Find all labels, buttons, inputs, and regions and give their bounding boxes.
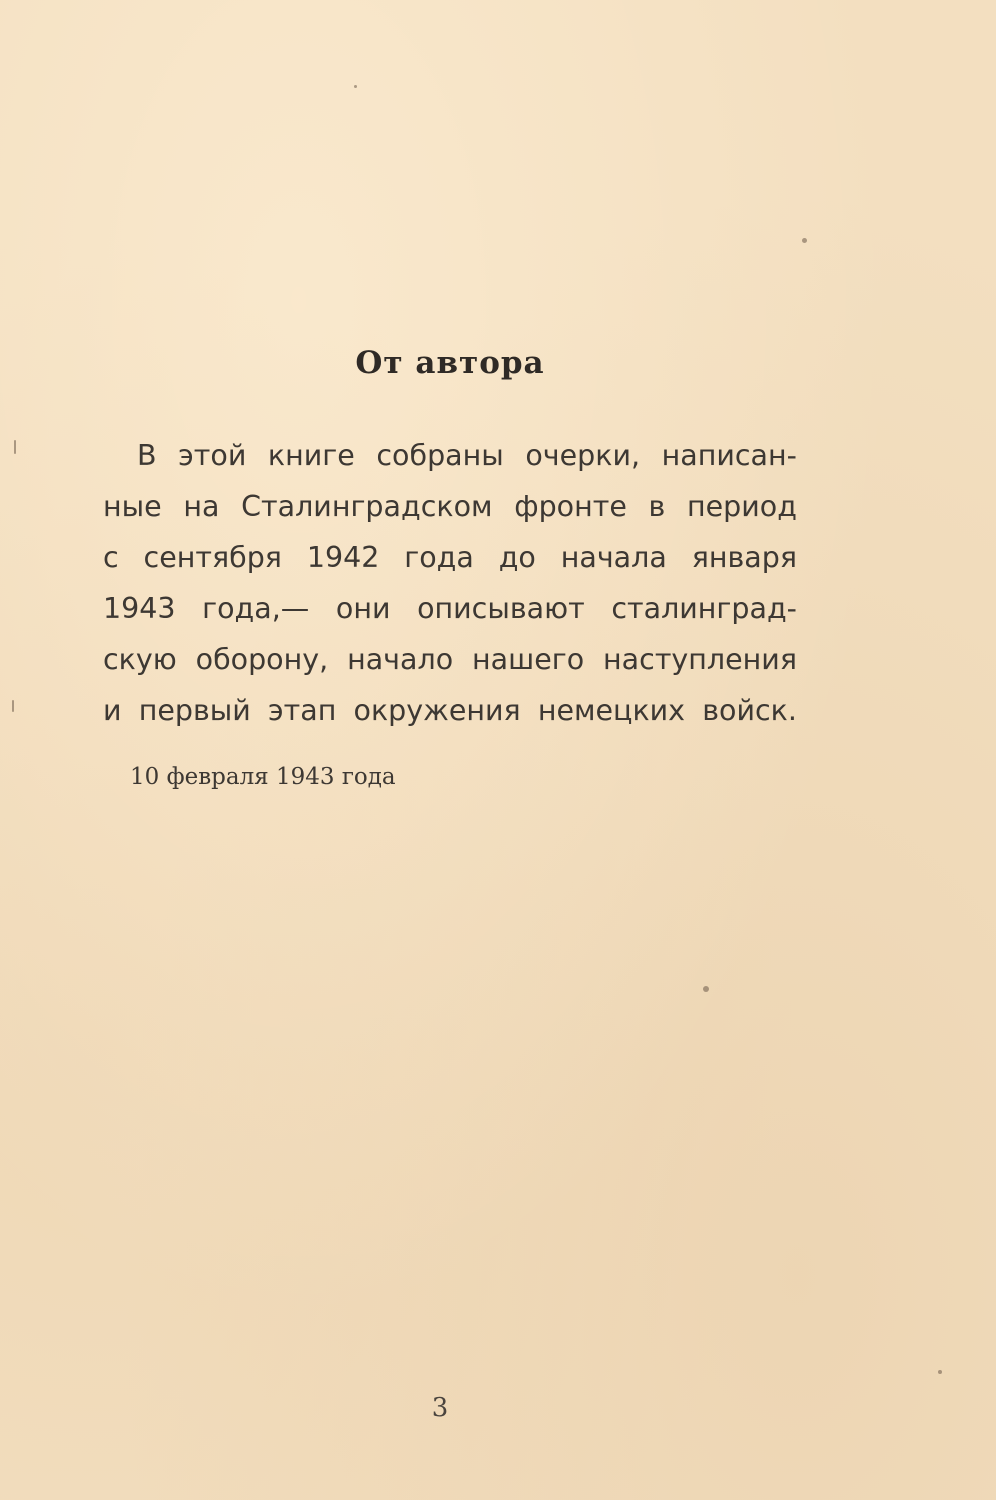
foreword-date: 10 февраля 1943 года xyxy=(130,764,396,790)
paragraph-word: в xyxy=(648,490,666,523)
text-line xyxy=(103,583,797,634)
paragraph-word: 1943 xyxy=(103,592,176,625)
paragraph-word: года,— xyxy=(202,592,310,625)
paragraph-word: окружения xyxy=(353,694,521,727)
paragraph-word: и xyxy=(103,694,122,727)
paper-speck xyxy=(354,85,357,88)
page-title: От автора xyxy=(355,345,545,381)
paragraph-word: книге xyxy=(267,439,355,472)
paragraph-word: войск. xyxy=(702,694,797,727)
paragraph-word: сентября xyxy=(143,541,282,574)
paragraph-word: первый xyxy=(138,694,251,727)
paragraph-word: они xyxy=(335,592,391,625)
paragraph-word: период xyxy=(687,490,797,523)
paragraph-word: Сталинградском xyxy=(241,490,493,523)
text-line xyxy=(103,532,797,583)
paragraph-word: января xyxy=(691,541,797,574)
paragraph-word: В xyxy=(137,439,157,472)
paper-speck xyxy=(12,700,14,712)
paragraph-word: 1942 xyxy=(306,541,380,574)
paper-speck xyxy=(14,440,16,454)
paragraph-word: начало xyxy=(347,643,454,676)
text-line xyxy=(103,634,797,685)
paragraph-word: начала xyxy=(560,541,667,574)
paragraph-word: оборону, xyxy=(195,643,329,676)
paragraph-word: наступления xyxy=(603,643,797,676)
text-line xyxy=(103,481,797,532)
paragraph-word: фронте xyxy=(514,490,627,523)
paragraph-word: собраны xyxy=(376,439,504,472)
paragraph-word: с xyxy=(103,541,119,574)
paragraph-word: этап xyxy=(268,694,337,727)
paragraph-word: нашего xyxy=(472,643,585,676)
paragraph-word: на xyxy=(183,490,220,523)
paragraph-word: написан- xyxy=(661,439,797,472)
paragraph-word: года xyxy=(404,541,474,574)
paragraph-word: сталинград- xyxy=(611,592,797,625)
text-line xyxy=(103,685,797,736)
paragraph-word: ные xyxy=(103,490,162,523)
paragraph-word: этой xyxy=(178,439,247,472)
paper-speck xyxy=(802,238,807,243)
page-number: 3 xyxy=(431,1393,449,1423)
text-line xyxy=(103,430,797,481)
author-foreword-paragraph xyxy=(103,430,797,736)
paragraph-word: немецких xyxy=(537,694,686,727)
paragraph-word: описывают xyxy=(417,592,585,625)
paper-speck xyxy=(938,1370,942,1374)
paragraph-word: очерки, xyxy=(525,439,641,472)
paper-speck xyxy=(703,986,709,992)
paragraph-word: до xyxy=(498,541,536,574)
paragraph-word: скую xyxy=(103,643,177,676)
